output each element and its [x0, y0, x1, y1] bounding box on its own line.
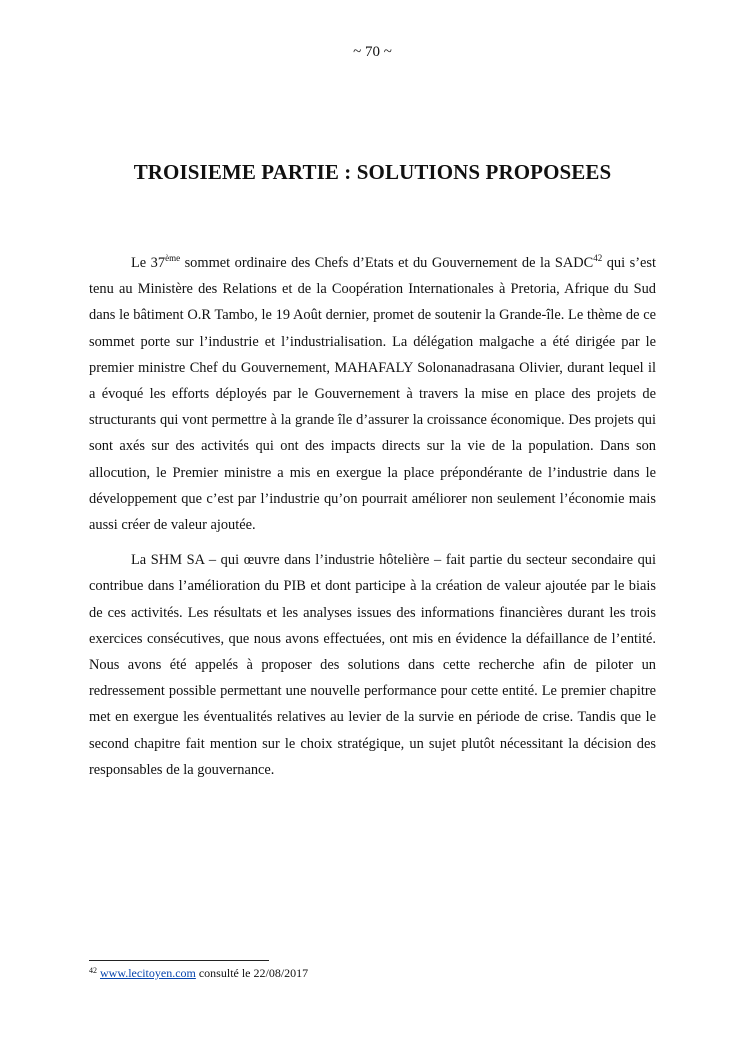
footnote — [89, 965, 656, 981]
footnote-link[interactable]: www.lecitoyen.com — [100, 966, 196, 980]
paragraph-sadc-summit — [89, 250, 656, 538]
footnote-text: consulté le 22/08/2017 — [195, 966, 309, 980]
p1-text-middle: sommet ordinaire des Chefs d’Etats et du Gouvernement de la SADC — [180, 255, 594, 271]
footnote-separator — [89, 960, 269, 961]
p1-text-start: Le 37 — [131, 255, 166, 271]
p1-text-end: qui s’est tenu au Ministère des Relations et de la Coopération Internationales à Pretoria, Afrique du Sud dans le bâtiment O.R Tambo, le 19 Août dernier, promet de soutenir la Grande-île. Le thème de ce sommet porte sur l’industrie et l’industrialisation. La délégation malgache a été dirigée par le premier ministre Chef du Gouvernement, MAHAFALY Solonanadrasana Olivier, durant lequel il a évoqué les efforts déployés par le Gouvernement à travers la mise en place des projets de structurants qui vont permettre à la grande île d’assurer la croissance économique. Des projets qui sont axés sur des activités qui ont des impacts directs sur la vie de la population. Dans son allocution, le Premier ministre a mis en exergue la place prépondérante de l’industrie dans le développement que c’est par l’industrie qu’on pourrait améliorer non seulement l’économie mais aussi créer de valeur ajoutée. — [89, 255, 656, 534]
body-text — [89, 250, 656, 792]
footnote-number: 42 — [89, 966, 97, 975]
ordinal-superscript: ème — [165, 253, 181, 263]
part-title: TROISIEME PARTIE : SOLUTIONS PROPOSEES — [133, 160, 612, 184]
page-number: ~ 70 ~ — [353, 44, 392, 60]
footnote-reference[interactable]: 42 — [593, 253, 603, 263]
paragraph-shm-sa: La SHM SA – qui œuvre dans l’industrie hôtelière – fait partie du secteur secondaire qui contribue dans l’amélioration du PIB et dont participe à la création de valeur ajoutée par le biais de ces activités. Les résultats et les analyses issues des informations financières durant les trois exercices consécutives, que nous avons effectuées, ont mis en évidence la défaillance de l’entité. Nous avons été appelés à proposer des solutions dans cette recherche afin de piloter un redressement possible permettant une nouvelle performance pour cette entité. Le premier chapitre met en exergue les éventualités relatives au levier de la survie en période de crise. Tandis que le second chapitre fait mention sur le choix stratégique, un sujet plutôt nécessitant la décision des responsables de la gouvernance. — [89, 552, 656, 778]
